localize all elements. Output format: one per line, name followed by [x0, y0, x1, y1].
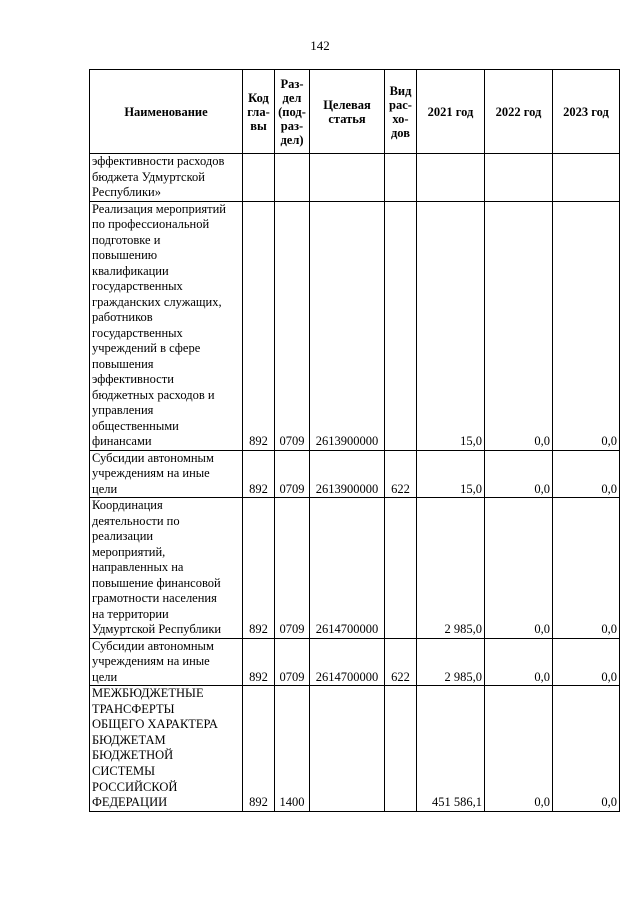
- row-chapter: 892: [243, 450, 275, 498]
- row-section: 1400: [275, 686, 310, 812]
- table-row: [90, 686, 620, 812]
- row-chapter: 892: [243, 201, 275, 450]
- header-section: Раз- дел (под- раз- дел): [275, 70, 310, 154]
- row-name: МЕЖБЮДЖЕТНЫЕ ТРАНСФЕРТЫ ОБЩЕГО ХАРАКТЕРА БЮДЖЕТАМ БЮДЖЕТНОЙ СИСТЕМЫ РОССИЙСКОЙ ФЕДЕРАЦИИ: [90, 686, 243, 812]
- row-2023: [553, 154, 620, 202]
- page-number: 142: [310, 38, 330, 53]
- row-section: [275, 154, 310, 202]
- row-expense-type: [385, 498, 417, 639]
- budget-table: [89, 69, 620, 812]
- row-2022: 0,0: [485, 638, 553, 686]
- row-target: 2613900000: [310, 201, 385, 450]
- header-row: [90, 70, 620, 154]
- row-section: 0709: [275, 498, 310, 639]
- row-chapter: 892: [243, 686, 275, 812]
- row-expense-type: [385, 201, 417, 450]
- header-target: Целевая статья: [310, 70, 385, 154]
- row-2022: 0,0: [485, 686, 553, 812]
- row-2022: [485, 154, 553, 202]
- header-expense-type: Вид рас- хо- дов: [385, 70, 417, 154]
- row-2023: 0,0: [553, 450, 620, 498]
- row-2022: 0,0: [485, 450, 553, 498]
- row-name: Координация деятельности по реализации мероприятий, направленных на повышение финансовой грамотности населения на территории Удмуртской Республики: [90, 498, 243, 639]
- row-chapter: 892: [243, 498, 275, 639]
- table-row: [90, 154, 620, 202]
- row-2023: 0,0: [553, 686, 620, 812]
- row-expense-type: 622: [385, 638, 417, 686]
- header-2022: 2022 год: [485, 70, 553, 154]
- table-row: [90, 201, 620, 450]
- header-chapter: Код гла- вы: [243, 70, 275, 154]
- row-section: 0709: [275, 638, 310, 686]
- row-2021: 15,0: [417, 201, 485, 450]
- row-name: эффективности расходов бюджета Удмуртской Республики»: [90, 154, 243, 202]
- table-row: [90, 450, 620, 498]
- row-target: [310, 686, 385, 812]
- row-section: 0709: [275, 201, 310, 450]
- header-2021: 2021 год: [417, 70, 485, 154]
- row-2022: 0,0: [485, 498, 553, 639]
- table-row: [90, 498, 620, 639]
- row-2022: 0,0: [485, 201, 553, 450]
- row-2023: 0,0: [553, 201, 620, 450]
- row-chapter: 892: [243, 638, 275, 686]
- row-target: [310, 154, 385, 202]
- row-2021: [417, 154, 485, 202]
- table-row: [90, 638, 620, 686]
- row-target: 2614700000: [310, 498, 385, 639]
- row-expense-type: 622: [385, 450, 417, 498]
- row-expense-type: [385, 686, 417, 812]
- header-2023: 2023 год: [553, 70, 620, 154]
- row-2021: 15,0: [417, 450, 485, 498]
- row-name: Субсидии автономным учреждениям на иные цели: [90, 638, 243, 686]
- row-2021: 451 586,1: [417, 686, 485, 812]
- row-name: Реализация мероприятий по профессиональной подготовке и повышению квалификации государственных гражданских служащих, работников государственных учреждений в сфере повышения эффективности бюджетных расходов и управления общественными финансами: [90, 201, 243, 450]
- row-target: 2613900000: [310, 450, 385, 498]
- row-section: 0709: [275, 450, 310, 498]
- row-expense-type: [385, 154, 417, 202]
- row-name: Субсидии автономным учреждениям на иные цели: [90, 450, 243, 498]
- row-2023: 0,0: [553, 498, 620, 639]
- row-chapter: [243, 154, 275, 202]
- row-2021: 2 985,0: [417, 638, 485, 686]
- header-name: Наименование: [90, 70, 243, 154]
- row-2021: 2 985,0: [417, 498, 485, 639]
- row-target: 2614700000: [310, 638, 385, 686]
- row-2023: 0,0: [553, 638, 620, 686]
